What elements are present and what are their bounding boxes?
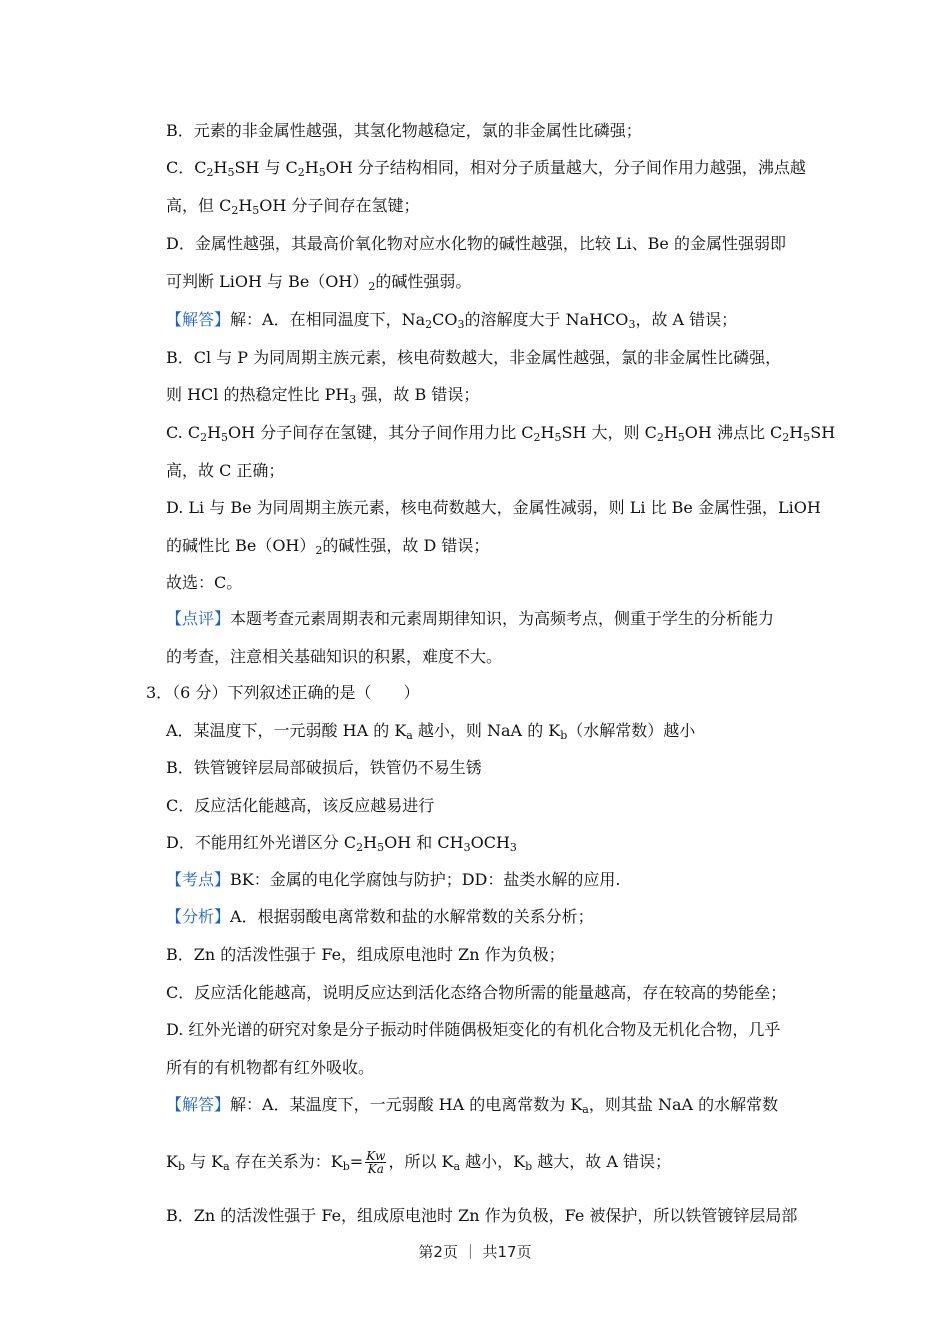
subscript: 2 [200, 431, 208, 444]
text-span: B．铁管镀锌层局部破损后，铁管仍不易生锈 [166, 758, 482, 777]
text-span: OH 分子间存在氢键，其分子间作用力比 C [228, 423, 534, 442]
text-line [166, 647, 502, 667]
text-span: 解：A．在相同温度下，Na [230, 310, 426, 329]
subscript: 5 [221, 431, 229, 444]
text-line [166, 536, 489, 556]
text-span: D. Li 与 Be 为同周期主族元素，核电荷数越大，金属性减弱，则 Li 比 Be 金属性强，LiOH [166, 498, 821, 517]
text-span: SH [810, 423, 836, 442]
text-span: 高，但 C [166, 196, 232, 215]
text-span: C．反应活化能越高，说明反应达到活化态络合物所需的能量越高，存在较高的势能垒； [166, 983, 787, 1002]
text-line [166, 423, 835, 443]
text-span: H [663, 423, 678, 442]
text-line [166, 907, 594, 927]
text-span: B．Zn 的活泼性强于 Fe，组成原电池时 Zn 作为负极； [166, 945, 565, 964]
text-span: OH 沸点比 C [684, 423, 783, 442]
text-line [166, 121, 642, 141]
subscript: 2 [231, 204, 239, 217]
text-span: H [304, 158, 319, 177]
text-span: OH 和 CH [384, 833, 464, 852]
text-line [166, 945, 565, 965]
text-span: 的溶解度大于 NaHCO [464, 310, 629, 329]
section-tag: 【解答】 [166, 1095, 231, 1114]
subscript: 3 [628, 318, 636, 331]
text-span: ，故 A 错误； [635, 310, 738, 329]
text-span: ，则其盐 NaA 的水解常数 [588, 1095, 779, 1114]
fraction-denominator: Ka [367, 1162, 384, 1176]
text-span: 越小，则 NaA 的 K [412, 721, 561, 740]
subscript: 3 [463, 841, 471, 854]
text-span: OCH [470, 833, 510, 852]
text-span: 高，故 C 正确； [166, 461, 285, 480]
text-span: B．Zn 的活泼性强于 Fe，组成原电池时 Zn 作为负极，Fe 被保护，所以铁管镀锌层局部 [166, 1206, 798, 1225]
text-span: 解：A．某温度下，一元弱酸 HA 的电离常数为 K [230, 1095, 583, 1114]
text-line [166, 272, 471, 292]
text-line [166, 158, 806, 178]
subscript: a [582, 1103, 589, 1116]
text-span: H [363, 833, 378, 852]
text-span: = [349, 1152, 364, 1171]
text-span: C．C [166, 158, 207, 177]
text-line [166, 348, 781, 368]
text-span: SH 大，则 C [561, 423, 657, 442]
text-line [166, 833, 517, 853]
text-line [166, 385, 479, 405]
text-span: 越大，故 A 错误； [532, 1152, 671, 1171]
text-span: 存在关系为：K [229, 1152, 343, 1171]
text-span: OH 分子结构相同，相对分子质量越大，分子间作用力越强，沸点越 [325, 158, 806, 177]
text-line [166, 461, 284, 481]
section-tag: 【点评】 [166, 609, 231, 628]
text-span: BK：金属的电化学腐蚀与防护；DD：盐类水解的应用. [230, 870, 621, 889]
subscript: 5 [252, 204, 260, 217]
question-line [146, 683, 419, 703]
text-span: H [238, 196, 253, 215]
text-span: D. 红外光谱的研究对象是分子振动时伴随偶极矩变化的有机化合物及无机化合物，几乎 [166, 1020, 781, 1039]
text-line [166, 1095, 778, 1115]
text-span: A．某温度下，一元弱酸 HA 的 K [166, 721, 407, 740]
subscript: a [406, 729, 413, 742]
text-span: 本题考查元素周期表和元素周期律知识，为高频考点，侧重于学生的分析能力 [230, 609, 775, 628]
text-line [166, 573, 242, 593]
subscript: 2 [315, 544, 323, 557]
text-span: H [789, 423, 804, 442]
subscript: 5 [227, 166, 235, 179]
text-span: 的碱性强，故 D 错误； [322, 536, 490, 555]
subscript: 2 [206, 166, 214, 179]
subscript: 2 [297, 166, 305, 179]
subscript: 2 [782, 431, 790, 444]
subscript: a [223, 1160, 230, 1173]
text-span: 的碱性强弱。 [375, 272, 472, 291]
subscript: 2 [656, 431, 664, 444]
page-footer: 第2页 ｜ 共17页 [418, 1243, 532, 1261]
text-span: H [540, 423, 555, 442]
section-tag: 【解答】 [166, 310, 231, 329]
text-span: K [166, 1152, 178, 1171]
text-span: C．反应活化能越高，该反应越易进行 [166, 796, 435, 815]
section-tag: 【考点】 [166, 870, 231, 889]
subscript: b [525, 1160, 533, 1173]
text-span: 所有的有机物都有红外吸收。 [166, 1058, 375, 1077]
text-span: （水解常数）越小 [567, 721, 696, 740]
text-line [166, 196, 419, 216]
text-line [166, 758, 482, 778]
text-span: H [213, 158, 228, 177]
subscript: 2 [425, 318, 433, 331]
text-line [166, 1206, 797, 1226]
text-line [166, 870, 620, 890]
subscript: 3 [457, 318, 465, 331]
subscript: 2 [356, 841, 364, 854]
formula-fraction [365, 1150, 386, 1175]
subscript: 5 [677, 431, 685, 444]
text-span: B．Cl 与 P 为同周期主族元素，核电荷数越大，非金属性越强，氯的非金属性比磷强， [166, 348, 782, 367]
text-line [166, 1150, 671, 1175]
text-span: 可判断 LiOH 与 Be（OH） [166, 272, 369, 291]
subscript: a [453, 1160, 461, 1173]
text-line [166, 310, 737, 330]
text-span: 强，故 B 错误； [356, 385, 480, 404]
text-span: H [207, 423, 222, 442]
text-span: 越小，K [460, 1152, 526, 1171]
text-span: CO [432, 310, 458, 329]
text-line [166, 796, 434, 816]
text-line [166, 498, 821, 518]
text-span: 与 K [185, 1152, 224, 1171]
text-span: C. C [166, 423, 201, 442]
subscript: 2 [368, 280, 376, 293]
subscript: 5 [554, 431, 562, 444]
subscript: 3 [509, 841, 517, 854]
subscript: b [177, 1160, 185, 1173]
text-span: 的碱性比 Be（OH） [166, 536, 316, 555]
text-span: ，所以 K [388, 1152, 454, 1171]
text-span: SH 与 C [234, 158, 298, 177]
text-line [166, 721, 695, 741]
text-line [166, 609, 774, 629]
fraction-numerator: Kw [366, 1149, 386, 1163]
subscript: b [560, 729, 568, 742]
text-span: 故选：C。 [166, 573, 243, 592]
text-span: 3．（6 分）下列叙述正确的是（ ） [146, 683, 420, 702]
section-tag: 【分析】 [166, 907, 231, 926]
subscript: 5 [803, 431, 811, 444]
subscript: 3 [349, 393, 357, 406]
text-span: B．元素的非金属性越强，其氢化物越稳定，氯的非金属性比磷强； [166, 121, 642, 140]
text-span: D．金属性越强，其最高价氧化物对应水化物的碱性越强，比较 Li、Be 的金属性强弱即 [166, 234, 786, 253]
subscript: 5 [377, 841, 385, 854]
text-line [166, 1020, 780, 1040]
text-line [166, 983, 786, 1003]
text-line [166, 234, 786, 254]
text-span: 的考查，注意相关基础知识的积累，难度不大。 [166, 647, 503, 666]
subscript: b [342, 1160, 350, 1173]
text-span: D．不能用红外光谱区分 C [166, 833, 357, 852]
text-line [166, 1058, 374, 1078]
text-span: 则 HCl 的热稳定性比 PH [166, 385, 350, 404]
subscript: 5 [318, 166, 326, 179]
text-span: OH 分子间存在氢键； [259, 196, 420, 215]
text-span: A．根据弱酸电离常数和盐的水解常数的关系分析； [230, 907, 594, 926]
subscript: 2 [533, 431, 541, 444]
